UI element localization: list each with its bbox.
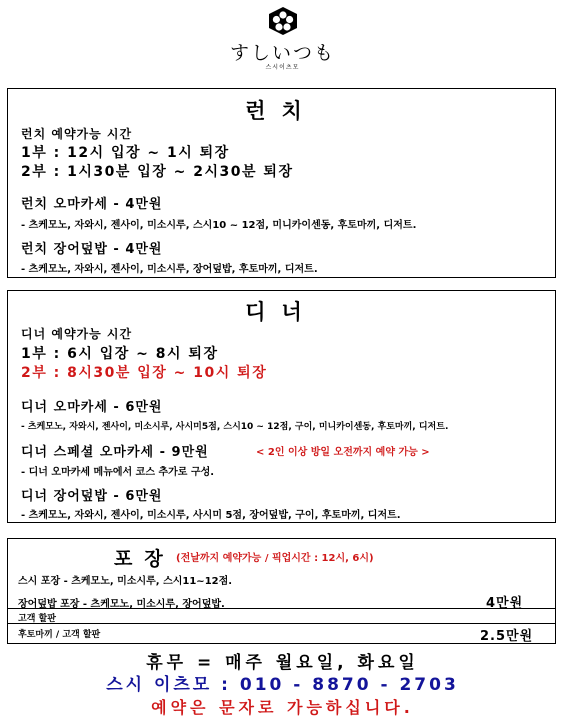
takeout-title: 포장 [114, 548, 175, 570]
header-logo [0, 6, 565, 72]
lunch-slot-2: 2부 : 1시30분 입장 ~ 2시30분 퇴장 [21, 164, 294, 180]
dinner-eel-items: - 츠케모노, 자와시, 젠사이, 미소시루, 사시미 5점, 장어덮밥, 구이, 후토마끼, 디저트. [21, 510, 401, 521]
dinner-slot-1: 1부 : 6시 입장 ~ 8시 퇴장 [21, 346, 219, 362]
lunch-omakase-items: - 츠케모노, 자와시, 젠사이, 미소시루, 스시10 ~ 12점, 미니카이센동, 후토마끼, 디저트. [21, 220, 417, 231]
dinner-special-title: 디너 스페셜 오마카세 - 9만원 [21, 445, 209, 460]
flower-crest-icon [266, 6, 300, 36]
lunch-title: 런치 [245, 98, 318, 123]
dinner-omakase-title: 디너 오마카세 - 6만원 [21, 400, 163, 415]
takeout-divider-2 [8, 623, 555, 624]
logo-script: すしいつも [229, 42, 335, 64]
dinner-title: 디너 [245, 299, 318, 324]
dinner-special-items: - 디너 오마카세 메뉴에서 코스 추가로 구성. [21, 467, 215, 478]
closed-days: 휴무 = 매주 월요일, 화요일 [146, 653, 419, 673]
takeout-extra-1: 고객 할판 [18, 614, 56, 624]
lunch-hours-label: 런치 예약가능 시간 [21, 127, 133, 141]
dinner-omakase-items: - 츠케모노, 자와시, 젠사이, 미소시루, 사시미5점, 스시10 ~ 12점, 구이, 미니카이센동, 후토마끼, 디저트. [21, 422, 449, 432]
lunch-eel-title: 런치 장어덮밥 - 4만원 [21, 242, 163, 257]
lunch-eel-items: - 츠케모노, 자와시, 젠사이, 미소시루, 장어덮밥, 후토마끼, 디저트. [21, 264, 318, 275]
contact-line [0, 670, 565, 695]
booking-note: 예약은 문자로 가능하십니다. [151, 698, 414, 717]
lunch-section [7, 88, 556, 278]
lunch-slot-1: 1부 : 12시 입장 ~ 1시 퇴장 [21, 145, 230, 161]
takeout-futomaki: 후토마끼 / 고객 할판 [18, 630, 101, 640]
takeout-note: (전날까지 예약가능 / 픽업시간 : 12시, 6시) [176, 553, 374, 564]
dinner-eel-title: 디너 장어덮밥 - 6만원 [21, 489, 163, 504]
logo-subtitle: 스시이츠모 [265, 64, 300, 71]
dinner-special-note: < 2인 이상 방일 오전까지 예약 가능 > [256, 447, 430, 458]
dinner-section [7, 290, 556, 523]
takeout-eel-pack: 장어덮밥 포장 - 츠케모노, 미소시루, 장어덮밥. [18, 599, 225, 610]
takeout-price-1: 4만원 [486, 596, 524, 611]
dinner-hours-label: 디너 예약가능 시간 [21, 327, 133, 341]
takeout-section [7, 538, 556, 644]
takeout-sushi-pack: 스시 포장 - 츠케모노, 미소시루, 스시11~12점. [18, 576, 233, 587]
lunch-omakase-title: 런치 오마카세 - 4만원 [21, 197, 163, 212]
phone-number[interactable]: 010 - 8870 - 2703 [239, 675, 459, 695]
dinner-slot-2: 2부 : 8시30분 입장 ~ 10시 퇴장 [21, 365, 268, 381]
takeout-divider-1 [8, 608, 555, 609]
phone-label: 스시 이츠모 : [106, 675, 240, 695]
takeout-price-2: 2.5만원 [480, 629, 534, 644]
